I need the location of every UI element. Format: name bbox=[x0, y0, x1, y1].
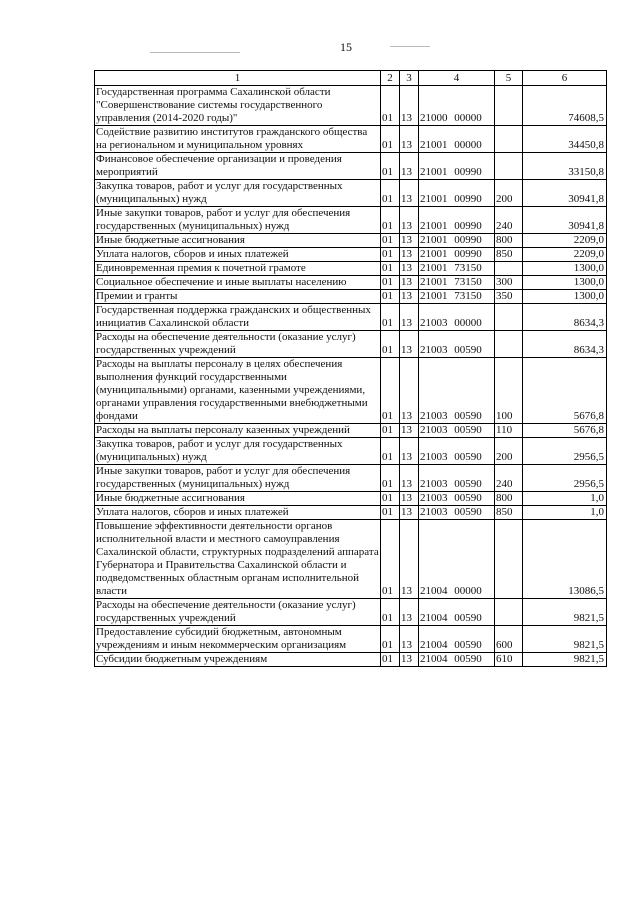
section-code-cell: 01 bbox=[381, 153, 400, 180]
amount-cell: 13086,5 bbox=[523, 520, 607, 599]
header-cell: 4 bbox=[419, 71, 495, 86]
budget-table bbox=[94, 70, 607, 667]
target-article-cell: 21004 00590 bbox=[419, 626, 495, 653]
expense-type-cell: 850 bbox=[495, 248, 523, 262]
subsection-code-cell: 13 bbox=[400, 520, 419, 599]
row-name-cell: Уплата налогов, сборов и иных платежей bbox=[95, 506, 381, 520]
subsection-code-cell: 13 bbox=[400, 653, 419, 667]
table-row bbox=[95, 653, 607, 667]
amount-cell: 1300,0 bbox=[523, 290, 607, 304]
section-code-cell: 01 bbox=[381, 358, 400, 424]
section-code-cell: 01 bbox=[381, 276, 400, 290]
target-article-cell: 21003 00000 bbox=[419, 304, 495, 331]
row-name-cell: Социальное обеспечение и иные выплаты населению bbox=[95, 276, 381, 290]
table-row bbox=[95, 599, 607, 626]
header-cell: 1 bbox=[95, 71, 381, 86]
amount-cell: 1,0 bbox=[523, 506, 607, 520]
row-name-cell: Государственная программа Сахалинской области "Совершенствование системы государственного управления (2014-2020 годы)" bbox=[95, 86, 381, 126]
amount-cell: 9821,5 bbox=[523, 626, 607, 653]
header-cell: 6 bbox=[523, 71, 607, 86]
row-name-cell: Государственная поддержка гражданских и общественных инициатив Сахалинской области bbox=[95, 304, 381, 331]
target-article-cell: 21001 73150 bbox=[419, 276, 495, 290]
expense-type-cell: 110 bbox=[495, 424, 523, 438]
target-article-cell: 21001 73150 bbox=[419, 262, 495, 276]
section-code-cell: 01 bbox=[381, 626, 400, 653]
row-name-cell: Расходы на обеспечение деятельности (оказание услуг) государственных учреждений bbox=[95, 599, 381, 626]
section-code-cell: 01 bbox=[381, 424, 400, 438]
table-row bbox=[95, 438, 607, 465]
target-article-cell: 21001 73150 bbox=[419, 290, 495, 304]
section-code-cell: 01 bbox=[381, 653, 400, 667]
section-code-cell: 01 bbox=[381, 126, 400, 153]
subsection-code-cell: 13 bbox=[400, 248, 419, 262]
target-article-cell: 21003 00590 bbox=[419, 438, 495, 465]
section-code-cell: 01 bbox=[381, 506, 400, 520]
page-number: 15 bbox=[340, 40, 352, 54]
subsection-code-cell: 13 bbox=[400, 626, 419, 653]
row-name-cell: Иные закупки товаров, работ и услуг для обеспечения государственных (муниципальных) нужд bbox=[95, 207, 381, 234]
expense-type-cell: 600 bbox=[495, 626, 523, 653]
table-row bbox=[95, 290, 607, 304]
expense-type-cell bbox=[495, 520, 523, 599]
amount-cell: 2956,5 bbox=[523, 465, 607, 492]
table-row bbox=[95, 626, 607, 653]
expense-type-cell: 350 bbox=[495, 290, 523, 304]
section-code-cell: 01 bbox=[381, 248, 400, 262]
row-name-cell: Закупка товаров, работ и услуг для государственных (муниципальных) нужд bbox=[95, 180, 381, 207]
table-row bbox=[95, 506, 607, 520]
table-row bbox=[95, 520, 607, 599]
row-name-cell: Уплата налогов, сборов и иных платежей bbox=[95, 248, 381, 262]
expense-type-cell: 800 bbox=[495, 234, 523, 248]
table-row bbox=[95, 126, 607, 153]
expense-type-cell bbox=[495, 331, 523, 358]
row-name-cell: Расходы на выплаты персоналу казенных учреждений bbox=[95, 424, 381, 438]
section-code-cell: 01 bbox=[381, 207, 400, 234]
header-cell: 3 bbox=[400, 71, 419, 86]
amount-cell: 30941,8 bbox=[523, 180, 607, 207]
table-row bbox=[95, 234, 607, 248]
subsection-code-cell: 13 bbox=[400, 492, 419, 506]
target-article-cell: 21001 00990 bbox=[419, 207, 495, 234]
table-row bbox=[95, 358, 607, 424]
section-code-cell: 01 bbox=[381, 234, 400, 248]
target-article-cell: 21000 00000 bbox=[419, 86, 495, 126]
subsection-code-cell: 13 bbox=[400, 234, 419, 248]
amount-cell: 1,0 bbox=[523, 492, 607, 506]
row-name-cell: Повышение эффективности деятельности органов исполнительной власти и местного самоуправления Сахалинской области, структурных подразделений аппарата Губернатора и Правительства Сахалинской области и подведомственных областным органам исполнительной власти bbox=[96, 520, 379, 597]
section-code-cell: 01 bbox=[381, 262, 400, 276]
subsection-code-cell: 13 bbox=[400, 262, 419, 276]
expense-type-cell: 200 bbox=[495, 438, 523, 465]
target-article-cell: 21004 00590 bbox=[419, 653, 495, 667]
table-header-row bbox=[95, 71, 607, 86]
section-code-cell: 01 bbox=[381, 520, 400, 599]
expense-type-cell: 240 bbox=[495, 465, 523, 492]
section-code-cell: 01 bbox=[381, 290, 400, 304]
section-code-cell: 01 bbox=[381, 180, 400, 207]
row-name-cell: Иные бюджетные ассигнования bbox=[95, 492, 381, 506]
amount-cell: 2956,5 bbox=[523, 438, 607, 465]
scan-noise bbox=[390, 46, 430, 47]
expense-type-cell: 100 bbox=[495, 358, 523, 424]
amount-cell: 1300,0 bbox=[523, 262, 607, 276]
expense-type-cell: 240 bbox=[495, 207, 523, 234]
expense-type-cell bbox=[495, 86, 523, 126]
table-row bbox=[95, 180, 607, 207]
subsection-code-cell: 13 bbox=[400, 424, 419, 438]
expense-type-cell bbox=[495, 126, 523, 153]
amount-cell: 2209,0 bbox=[523, 248, 607, 262]
expense-type-cell bbox=[495, 304, 523, 331]
section-code-cell: 01 bbox=[381, 304, 400, 331]
amount-cell: 33150,8 bbox=[523, 153, 607, 180]
subsection-code-cell: 13 bbox=[400, 207, 419, 234]
section-code-cell: 01 bbox=[381, 86, 400, 126]
header-cell: 5 bbox=[495, 71, 523, 86]
subsection-code-cell: 13 bbox=[400, 465, 419, 492]
amount-cell: 2209,0 bbox=[523, 234, 607, 248]
expense-type-cell: 800 bbox=[495, 492, 523, 506]
target-article-cell: 21003 00590 bbox=[419, 331, 495, 358]
amount-cell: 8634,3 bbox=[523, 331, 607, 358]
subsection-code-cell: 13 bbox=[400, 506, 419, 520]
expense-type-cell bbox=[495, 599, 523, 626]
target-article-cell: 21004 00000 bbox=[419, 520, 495, 599]
target-article-cell: 21001 00990 bbox=[419, 234, 495, 248]
row-name-cell: Расходы на выплаты персоналу в целях обеспечения выполнения функций государственными (муниципальными) органами, казенными учреждениями, органами управления государственными внебюджетными фондами bbox=[95, 358, 381, 424]
row-name-cell: Единовременная премия к почетной грамоте bbox=[95, 262, 381, 276]
expense-type-cell: 200 bbox=[495, 180, 523, 207]
amount-cell: 9821,5 bbox=[523, 599, 607, 626]
subsection-code-cell: 13 bbox=[400, 126, 419, 153]
table-row bbox=[95, 86, 607, 126]
target-article-cell: 21004 00590 bbox=[419, 599, 495, 626]
target-article-cell: 21003 00590 bbox=[419, 424, 495, 438]
section-code-cell: 01 bbox=[381, 438, 400, 465]
amount-cell: 5676,8 bbox=[523, 424, 607, 438]
section-code-cell: 01 bbox=[381, 599, 400, 626]
row-name-cell: Расходы на обеспечение деятельности (оказание услуг) государственных учреждений bbox=[95, 331, 381, 358]
table-row bbox=[95, 262, 607, 276]
table-row bbox=[95, 492, 607, 506]
target-article-cell: 21003 00590 bbox=[419, 358, 495, 424]
amount-cell: 8634,3 bbox=[523, 304, 607, 331]
row-name-cell: Закупка товаров, работ и услуг для государственных (муниципальных) нужд bbox=[95, 438, 381, 465]
expense-type-cell: 300 bbox=[495, 276, 523, 290]
expense-type-cell bbox=[495, 262, 523, 276]
subsection-code-cell: 13 bbox=[400, 180, 419, 207]
section-code-cell: 01 bbox=[381, 331, 400, 358]
amount-cell: 1300,0 bbox=[523, 276, 607, 290]
target-article-cell: 21001 00990 bbox=[419, 153, 495, 180]
expense-type-cell: 850 bbox=[495, 506, 523, 520]
scan-noise bbox=[150, 52, 240, 53]
expense-type-cell bbox=[495, 153, 523, 180]
target-article-cell: 21003 00590 bbox=[419, 506, 495, 520]
subsection-code-cell: 13 bbox=[400, 86, 419, 126]
row-name-cell: Финансовое обеспечение организации и проведения мероприятий bbox=[95, 153, 381, 180]
subsection-code-cell: 13 bbox=[400, 276, 419, 290]
subsection-code-cell: 13 bbox=[400, 153, 419, 180]
table-row bbox=[95, 207, 607, 234]
amount-cell: 34450,8 bbox=[523, 126, 607, 153]
subsection-code-cell: 13 bbox=[400, 331, 419, 358]
row-name-cell: Субсидии бюджетным учреждениям bbox=[95, 653, 381, 667]
subsection-code-cell: 13 bbox=[400, 304, 419, 331]
table-row bbox=[95, 331, 607, 358]
target-article-cell: 21001 00000 bbox=[419, 126, 495, 153]
table-row bbox=[95, 248, 607, 262]
table-row bbox=[95, 465, 607, 492]
row-name-cell: Иные бюджетные ассигнования bbox=[95, 234, 381, 248]
expense-type-cell: 610 bbox=[495, 653, 523, 667]
row-name-cell: Премии и гранты bbox=[95, 290, 381, 304]
target-article-cell: 21003 00590 bbox=[419, 492, 495, 506]
subsection-code-cell: 13 bbox=[400, 599, 419, 626]
amount-cell: 74608,5 bbox=[523, 86, 607, 126]
table-row bbox=[95, 424, 607, 438]
row-name-cell: Содействие развитию институтов гражданского общества на региональном и муниципальном уровнях bbox=[95, 126, 381, 153]
subsection-code-cell: 13 bbox=[400, 358, 419, 424]
amount-cell: 30941,8 bbox=[523, 207, 607, 234]
subsection-code-cell: 13 bbox=[400, 438, 419, 465]
header-cell: 2 bbox=[381, 71, 400, 86]
target-article-cell: 21003 00590 bbox=[419, 465, 495, 492]
section-code-cell: 01 bbox=[381, 492, 400, 506]
amount-cell: 5676,8 bbox=[523, 358, 607, 424]
target-article-cell: 21001 00990 bbox=[419, 180, 495, 207]
table-row bbox=[95, 304, 607, 331]
section-code-cell: 01 bbox=[381, 465, 400, 492]
row-name-cell: Предоставление субсидий бюджетным, автономным учреждениям и иным некоммерческим организациям bbox=[95, 626, 381, 653]
amount-cell: 9821,5 bbox=[523, 653, 607, 667]
subsection-code-cell: 13 bbox=[400, 290, 419, 304]
table-row bbox=[95, 153, 607, 180]
row-name-cell: Иные закупки товаров, работ и услуг для обеспечения государственных (муниципальных) нужд bbox=[95, 465, 381, 492]
table-row bbox=[95, 276, 607, 290]
target-article-cell: 21001 00990 bbox=[419, 248, 495, 262]
